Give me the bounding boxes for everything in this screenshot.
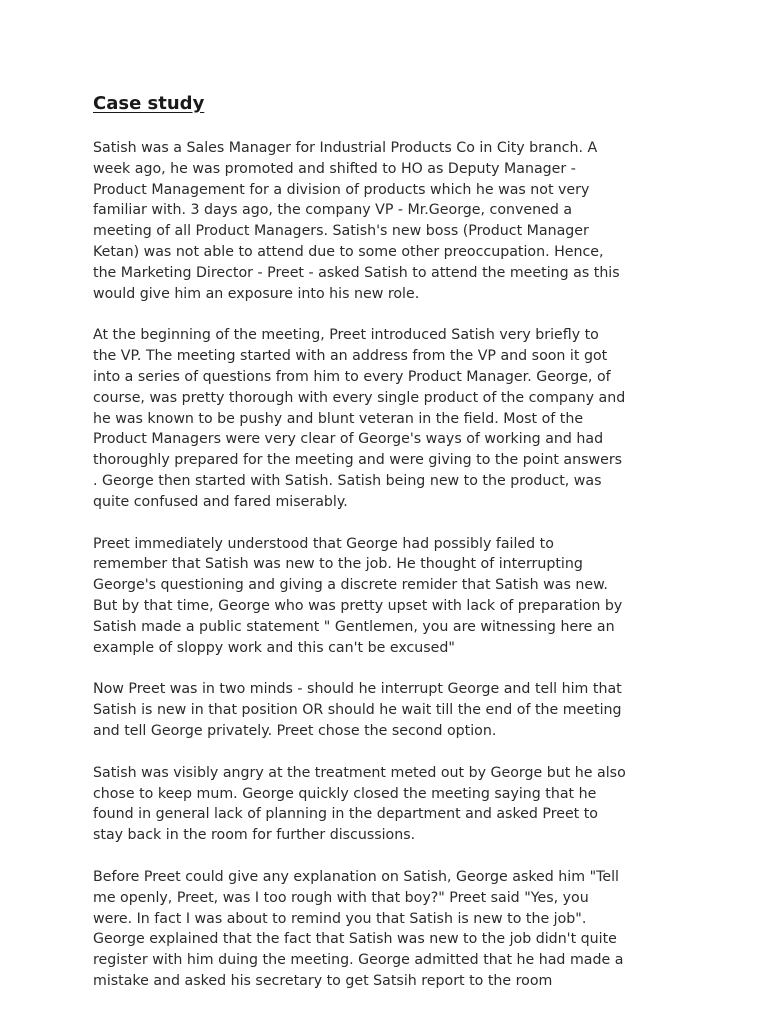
text-line: Before Preet could give any explanation on Satish, George asked him "Tell: [93, 868, 619, 885]
text-line: the VP. The meeting started with an address from the VP and soon it got: [93, 348, 608, 365]
text-line: into a series of questions from him to every Product Manager. George, of: [93, 368, 611, 385]
paragraph-6: [93, 867, 683, 992]
text-line: thoroughly prepared for the meeting and were giving to the point answers: [93, 452, 623, 469]
text-line: Product Management for a division of products which he was not very: [93, 181, 590, 198]
paragraph-1: [93, 138, 683, 304]
text-line: Preet immediately understood that George had possibly failed to: [93, 535, 554, 552]
text-line: the Marketing Director - Preet - asked Satish to attend the meeting as this: [93, 264, 620, 281]
document-body: [93, 138, 683, 992]
text-line: . George then started with Satish. Satish being new to the product, was: [93, 472, 602, 489]
text-line: familiar with. 3 days ago, the company VP - Mr.George, convened a: [93, 202, 573, 219]
paragraph-2: [93, 325, 683, 512]
text-line: George's questioning and giving a discrete remider that Satish was new.: [93, 577, 608, 594]
text-line: Satish was visibly angry at the treatment meted out by George but he also: [93, 764, 626, 781]
text-line: chose to keep mum. George quickly closed the meeting saying that he: [93, 785, 597, 802]
text-line: quite confused and fared miserably.: [93, 493, 348, 510]
text-line: At the beginning of the meeting, Preet introduced Satish very briefly to: [93, 327, 599, 344]
text-line: Satish made a public statement " Gentlemen, you are witnessing here an: [93, 618, 615, 635]
text-line: remember that Satish was new to the job. He thought of interrupting: [93, 556, 583, 573]
text-line: Satish was a Sales Manager for Industrial Products Co in City branch. A: [93, 140, 598, 156]
document-page: [93, 92, 683, 1013]
paragraph-4: [93, 679, 683, 741]
text-line: George explained that the fact that Satish was new to the job didn't quite: [93, 931, 617, 948]
text-line: found in general lack of planning in the department and asked Preet to: [93, 806, 598, 823]
text-line: were. In fact I was about to remind you that Satish is new to the job".: [93, 910, 587, 927]
text-line: Satish is new in that position OR should he wait till the end of the meeting: [93, 702, 622, 719]
page-title: Case study: [93, 93, 205, 114]
text-line: Ketan) was not able to attend due to some other preoccupation. Hence,: [93, 243, 604, 260]
text-line: mistake and asked his secretary to get Satsih report to the room: [93, 972, 553, 989]
text-line: register with him duing the meeting. George admitted that he had made a: [93, 952, 624, 969]
text-line: me openly, Preet, was I too rough with that boy?" Preet said "Yes, you: [93, 889, 589, 906]
text-line: example of sloppy work and this can't be excused": [93, 639, 455, 656]
paragraph-3: [93, 534, 683, 659]
text-line: meeting of all Product Managers. Satish's new boss (Product Manager: [93, 223, 589, 240]
text-line: week ago, he was promoted and shifted to HO as Deputy Manager -: [93, 160, 576, 177]
text-line: Now Preet was in two minds - should he interrupt George and tell him that: [93, 681, 622, 698]
paragraph-5: [93, 763, 683, 846]
text-line: would give him an exposure into his new role.: [93, 285, 420, 302]
text-line: But by that time, George who was pretty upset with lack of preparation by: [93, 597, 623, 614]
text-line: Product Managers were very clear of George's ways of working and had: [93, 431, 604, 448]
text-line: he was known to be pushy and blunt veteran in the field. Most of the: [93, 410, 584, 427]
text-line: stay back in the room for further discussions.: [93, 827, 416, 844]
text-line: course, was pretty thorough with every single product of the company and: [93, 389, 626, 406]
text-line: and tell George privately. Preet chose the second option.: [93, 722, 497, 739]
